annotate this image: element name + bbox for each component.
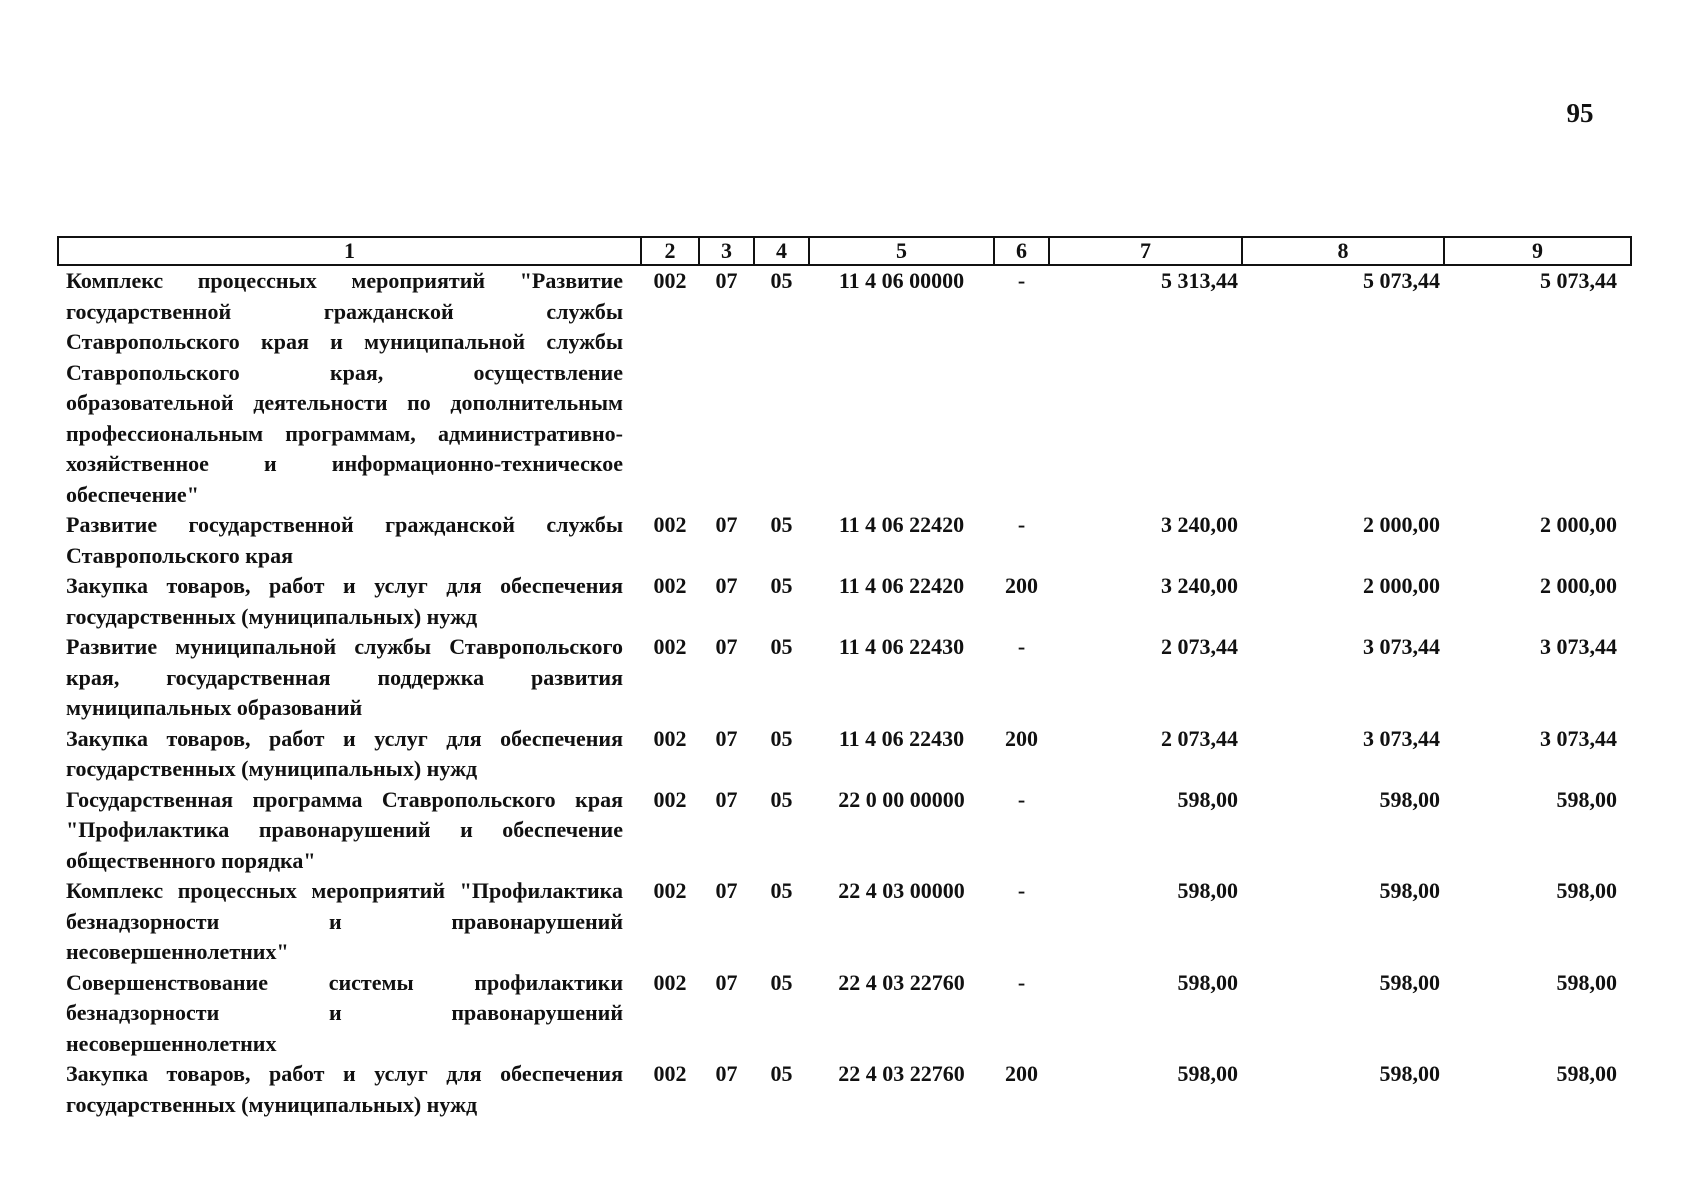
row-amount-8: 598,00 — [1379, 1061, 1440, 1086]
row-code-5: 11 4 06 00000 — [838, 268, 965, 293]
row-amount-9: 2 000,00 — [1540, 512, 1617, 537]
row-code-3: 07 — [715, 634, 738, 659]
row-amount-9: 598,00 — [1556, 969, 1617, 995]
table-row — [58, 785, 1631, 877]
row-code-5: 11 4 06 22420 — [838, 512, 965, 537]
row-name: Совершенствование системы профилактики безнадзорности и правонарушений несовершеннолетних — [66, 969, 623, 1056]
row-code-3: 07 — [715, 969, 738, 995]
row-amount-7: 5 313,44 — [1161, 268, 1238, 293]
row-name: Закупка товаров, работ и услуг для обеспечения государственных (муниципальных) нужд — [66, 1061, 623, 1117]
row-name: Развитие муниципальной службы Ставропольского края, государственная поддержка развития муниципальных образований — [66, 634, 623, 720]
row-code-3: 07 — [715, 878, 738, 903]
row-amount-9: 598,00 — [1556, 878, 1617, 903]
column-header-5: 5 — [809, 237, 994, 265]
row-code-4: 05 — [770, 268, 793, 293]
column-header-3: 3 — [699, 237, 754, 265]
column-header-4: 4 — [754, 237, 809, 265]
row-amount-9: 5 073,44 — [1540, 268, 1617, 293]
row-code-6: - — [1017, 786, 1026, 812]
row-amount-7: 2 073,44 — [1161, 634, 1238, 659]
row-amount-7: 3 240,00 — [1161, 512, 1238, 537]
row-amount-8: 5 073,44 — [1363, 268, 1440, 293]
row-code-6: 200 — [1005, 725, 1038, 751]
table-row — [58, 876, 1631, 968]
row-code-4: 05 — [770, 786, 793, 812]
column-header-7: 7 — [1049, 237, 1242, 265]
row-code-2: 002 — [653, 268, 687, 293]
budget-table — [57, 236, 1632, 1120]
table-row — [58, 968, 1631, 1060]
row-code-5: 22 4 03 00000 — [838, 878, 965, 903]
row-code-6: 200 — [1005, 1061, 1038, 1086]
row-code-3: 07 — [715, 1061, 738, 1086]
row-name: Комплекс процессных мероприятий "Профилактика безнадзорности и правонарушений несовершеннолетних" — [66, 878, 623, 964]
column-header-2: 2 — [641, 237, 699, 265]
page-number: 95 — [1566, 98, 1594, 128]
table-row — [58, 571, 1631, 632]
row-amount-9: 598,00 — [1556, 786, 1617, 812]
row-amount-9: 3 073,44 — [1540, 725, 1617, 751]
row-amount-8: 598,00 — [1379, 969, 1440, 995]
row-code-6: - — [1017, 969, 1026, 995]
row-amount-9: 598,00 — [1556, 1061, 1617, 1086]
row-code-2: 002 — [653, 878, 687, 903]
row-code-2: 002 — [653, 786, 687, 812]
row-amount-9: 3 073,44 — [1540, 634, 1617, 659]
table-row — [58, 632, 1631, 724]
row-amount-8: 2 000,00 — [1363, 512, 1440, 537]
table-body — [58, 265, 1631, 1120]
row-code-4: 05 — [770, 1061, 793, 1086]
row-name: Комплекс процессных мероприятий "Развитие государственной гражданской службы Ставропольского края и муниципальной службы Ставропольского края, осуществление образовательной деятельности по дополнительным профессиональным программам, административно-хозяйственное и информационно-техническое обеспечение" — [66, 268, 623, 507]
row-code-6: - — [1017, 634, 1026, 659]
row-code-4: 05 — [770, 878, 793, 903]
row-code-2: 002 — [653, 573, 687, 598]
row-code-4: 05 — [770, 969, 793, 995]
row-amount-8: 3 073,44 — [1363, 634, 1440, 659]
row-name: Развитие государственной гражданской службы Ставропольского края — [66, 512, 623, 568]
row-code-3: 07 — [715, 725, 738, 751]
row-code-5: 11 4 06 22430 — [838, 725, 965, 751]
row-code-5: 22 4 03 22760 — [838, 1061, 965, 1086]
row-code-6: 200 — [1005, 573, 1038, 598]
row-code-3: 07 — [715, 573, 738, 598]
table-row — [58, 1059, 1631, 1120]
row-code-2: 002 — [653, 1061, 687, 1086]
row-code-5: 11 4 06 22420 — [838, 573, 965, 598]
row-amount-7: 598,00 — [1177, 786, 1238, 812]
column-header-6: 6 — [994, 237, 1049, 265]
row-code-2: 002 — [653, 634, 687, 659]
row-code-6: - — [1017, 878, 1026, 903]
table-row — [58, 510, 1631, 571]
row-amount-8: 2 000,00 — [1363, 573, 1440, 598]
header-row — [58, 237, 1631, 265]
row-amount-8: 3 073,44 — [1363, 725, 1440, 751]
row-amount-7: 3 240,00 — [1161, 573, 1238, 598]
table-row — [58, 265, 1631, 510]
row-code-5: 22 0 00 00000 — [838, 786, 965, 812]
row-amount-7: 598,00 — [1177, 878, 1238, 903]
row-code-2: 002 — [653, 969, 687, 995]
row-amount-7: 598,00 — [1177, 1061, 1238, 1086]
column-header-1: 1 — [58, 237, 641, 265]
row-code-4: 05 — [770, 512, 793, 537]
row-name: Закупка товаров, работ и услуг для обеспечения государственных (муниципальных) нужд — [66, 725, 623, 781]
row-name: Закупка товаров, работ и услуг для обеспечения государственных (муниципальных) нужд — [66, 573, 623, 629]
row-code-4: 05 — [770, 573, 793, 598]
row-code-5: 11 4 06 22430 — [838, 634, 965, 659]
column-header-9: 9 — [1444, 237, 1631, 265]
row-amount-7: 2 073,44 — [1161, 725, 1238, 751]
column-header-8: 8 — [1242, 237, 1444, 265]
row-amount-8: 598,00 — [1379, 878, 1440, 903]
table-row — [58, 724, 1631, 785]
row-code-6: - — [1017, 512, 1026, 537]
table-header — [58, 237, 1631, 265]
row-code-3: 07 — [715, 268, 738, 293]
row-code-2: 002 — [653, 512, 687, 537]
row-code-4: 05 — [770, 725, 793, 751]
row-code-5: 22 4 03 22760 — [838, 969, 965, 995]
row-code-4: 05 — [770, 634, 793, 659]
row-amount-7: 598,00 — [1177, 969, 1238, 995]
row-amount-9: 2 000,00 — [1540, 573, 1617, 598]
row-code-2: 002 — [653, 725, 687, 751]
row-name: Государственная программа Ставропольского края "Профилактика правонарушений и обеспечение общественного порядка" — [66, 786, 623, 873]
row-code-6: - — [1017, 268, 1026, 293]
row-amount-8: 598,00 — [1379, 786, 1440, 812]
row-code-3: 07 — [715, 786, 738, 812]
row-code-3: 07 — [715, 512, 738, 537]
